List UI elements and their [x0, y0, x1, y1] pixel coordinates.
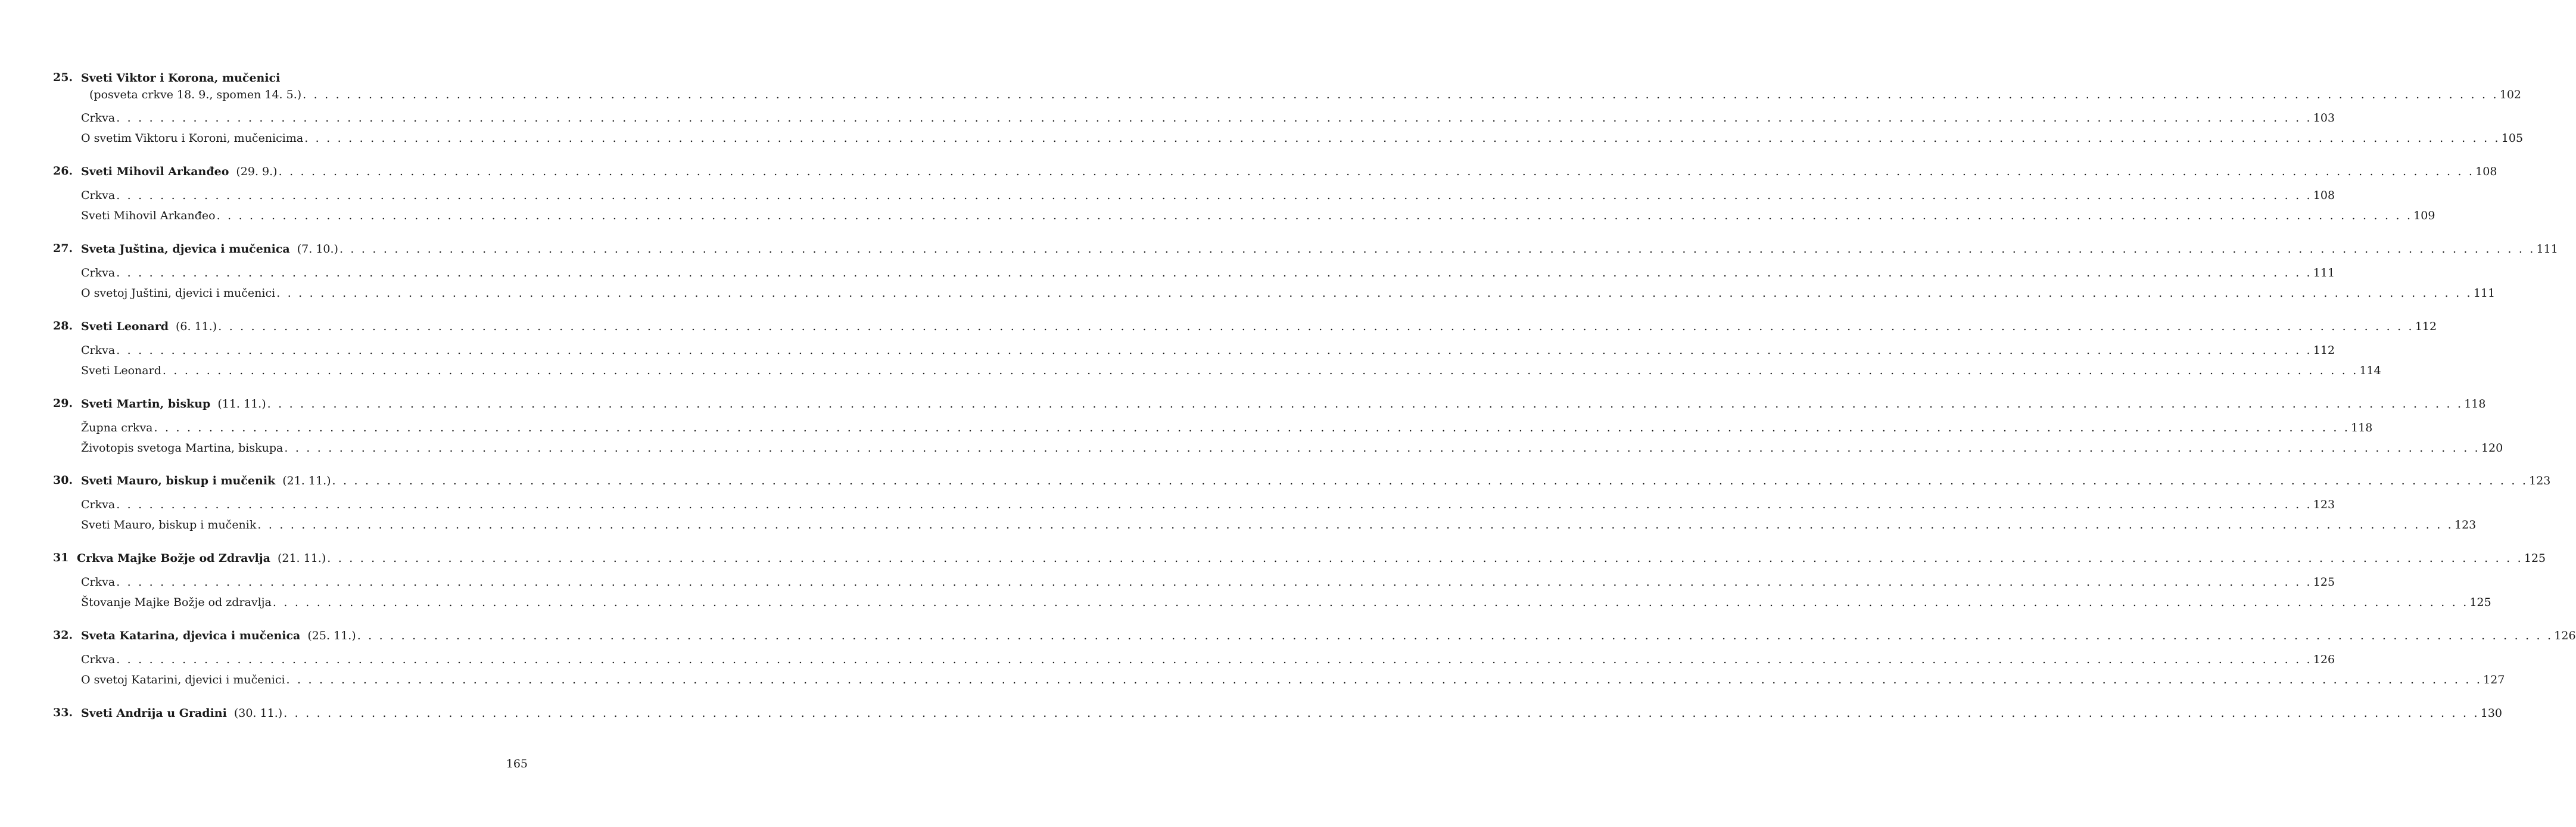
- entry-number: 25.: [53, 71, 73, 84]
- subitem-label: O svetoj Katarini, djevici i mučenici: [81, 673, 285, 686]
- subitem-label: Štovanje Majke Božje od zdravlja: [81, 595, 272, 609]
- subitem-label: O svetoj Juštini, djevici i mučenici: [81, 286, 276, 300]
- subitem-label: Crkva: [81, 266, 116, 279]
- entry-title: Crkva Majke Božje od Zdravlja: [77, 552, 270, 565]
- toc-row: [89, 85, 2522, 105]
- dot-leader: . . . . . . . . . . . . . . . . . . . . . . . . . . . . . . . . . . . . . . . . . . . . . . . . . . . . . . . . . . . . . . . . . . . . . . . . . . . . . . . . . . . . . . . . . . . . . . . . . . . . . . . . . . . . . . . . . . . . . . . . . . . . . . . . . . . . . . . . . . . . . . . . . . . . . . . . . . . . . . . . . . . . . . . . . . . . . . . . . . . . . . . . . . . . . . . . . . . . . . . .: [278, 165, 2475, 178]
- toc-subitem: [81, 128, 2524, 148]
- toc-row: [81, 161, 2497, 182]
- entry-title: Sveti Leonard: [81, 320, 169, 333]
- toc-subitem: [81, 283, 2496, 303]
- entry-number: 29.: [53, 397, 73, 410]
- subitem-page: 125: [2313, 576, 2335, 589]
- entry-date: (6. 11.): [176, 320, 217, 333]
- entry-number: 32.: [53, 629, 73, 642]
- entry-number: 26.: [53, 164, 73, 178]
- dot-leader: . . . . . . . . . . . . . . . . . . . . . . . . . . . . . . . . . . . . . . . . . . . . . . . . . . . . . . . . . . . . . . . . . . . . . . . . . . . . . . . . . . . . . . . . . . . . . . . . . . . . . . . . . . . . . . . . . . . . . . . . . . . . . . . . . . . . . . . . . . . . . . . . . . . . . . . . . . . . . . . . . . . . . . . . . . . . . . . . . . . . . . . . . . . . . . . . . . . . . . . .: [116, 266, 2312, 279]
- dot-leader: . . . . . . . . . . . . . . . . . . . . . . . . . . . . . . . . . . . . . . . . . . . . . . . . . . . . . . . . . . . . . . . . . . . . . . . . . . . . . . . . . . . . . . . . . . . . . . . . . . . . . . . . . . . . . . . . . . . . . . . . . . . . . . . . . . . . . . . . . . . . . . . . . . . . . . . . . . . . . . . . . . . . . . . . . . . . . . . . . . . . . . . . . . . . . . . . . . . . . . . .: [154, 421, 2350, 434]
- entry-number: 28.: [53, 319, 73, 332]
- subitem-label: Crkva: [81, 111, 116, 125]
- toc-row: [81, 626, 2576, 646]
- subitem-label: Župna crkva: [81, 421, 153, 434]
- subitem-page: 118: [2351, 421, 2373, 434]
- toc-subitem: [81, 572, 2335, 592]
- dot-leader: . . . . . . . . . . . . . . . . . . . . . . . . . . . . . . . . . . . . . . . . . . . . . . . . . . . . . . . . . . . . . . . . . . . . . . . . . . . . . . . . . . . . . . . . . . . . . . . . . . . . . . . . . . . . . . . . . . . . . . . . . . . . . . . . . . . . . . . . . . . . . . . . . . . . . . . . . . . . . . . . . . . . . . . . . . . . . . . . . . . . . . . . . . . . . . . . . . . . . . . .: [116, 344, 2312, 357]
- subitem-label: O svetim Viktoru i Koroni, mučenicima: [81, 131, 304, 145]
- entry-page: 123: [2529, 474, 2551, 487]
- entry-page: 118: [2464, 397, 2486, 411]
- entry-page: 108: [2475, 165, 2497, 178]
- dot-leader: . . . . . . . . . . . . . . . . . . . . . . . . . . . . . . . . . . . . . . . . . . . . . . . . . . . . . . . . . . . . . . . . . . . . . . . . . . . . . . . . . . . . . . . . . . . . . . . . . . . . . . . . . . . . . . . . . . . . . . . . . . . . . . . . . . . . . . . . . . . . . . . . . . . . . . . . . . . . . . . . . . . . . . . . . . . . . . . . . . . . . . . . . . . . . . . . . . . . . . . .: [218, 320, 2414, 333]
- subitem-page: 111: [2313, 266, 2335, 279]
- subitem-label: Životopis svetoga Martina, biskupa: [81, 441, 284, 455]
- toc-row: [81, 239, 2558, 259]
- entry-date: (29. 9.): [236, 165, 278, 178]
- subitem-label: Sveti Mauro, biskup i mučenik: [81, 518, 257, 531]
- toc-subitem: [81, 592, 2491, 613]
- entry-title: Sveti Andrija u Gradini: [81, 707, 227, 720]
- subitem-page: 114: [2359, 363, 2381, 377]
- toc-row: [81, 316, 2437, 337]
- subitem-page: 105: [2501, 131, 2524, 145]
- toc-subitem: [81, 340, 2335, 360]
- subitem-label: Crkva: [81, 576, 116, 589]
- entry-number: 33.: [53, 706, 73, 719]
- dot-leader: . . . . . . . . . . . . . . . . . . . . . . . . . . . . . . . . . . . . . . . . . . . . . . . . . . . . . . . . . . . . . . . . . . . . . . . . . . . . . . . . . . . . . . . . . . . . . . . . . . . . . . . . . . . . . . . . . . . . . . . . . . . . . . . . . . . . . . . . . . . . . . . . . . . . . . . . . . . . . . . . . . . . . . . . . . . . . . . . . . . . . . . . . . . . . . . . . . . . . . . .: [272, 595, 2469, 609]
- entry-date: (7. 10.): [297, 242, 338, 256]
- dot-leader: . . . . . . . . . . . . . . . . . . . . . . . . . . . . . . . . . . . . . . . . . . . . . . . . . . . . . . . . . . . . . . . . . . . . . . . . . . . . . . . . . . . . . . . . . . . . . . . . . . . . . . . . . . . . . . . . . . . . . . . . . . . . . . . . . . . . . . . . . . . . . . . . . . . . . . . . . . . . . . . . . . . . . . . . . . . . . . . . . . . . . . . . . . . . . . . . . . . . . . . .: [284, 441, 2480, 455]
- toc-subitem: [81, 495, 2335, 515]
- dot-leader: . . . . . . . . . . . . . . . . . . . . . . . . . . . . . . . . . . . . . . . . . . . . . . . . . . . . . . . . . . . . . . . . . . . . . . . . . . . . . . . . . . . . . . . . . . . . . . . . . . . . . . . . . . . . . . . . . . . . . . . . . . . . . . . . . . . . . . . . . . . . . . . . . . . . . . . . . . . . . . . . . . . . . . . . . . . . . . . . . . . . . . . . . . . . . . . . . . . . . . . .: [304, 131, 2500, 145]
- entry-date: (25. 11.): [307, 629, 356, 642]
- toc-subitem: [81, 418, 2373, 438]
- toc-subitem: [81, 438, 2503, 458]
- toc-subitem: [81, 263, 2335, 283]
- dot-leader: . . . . . . . . . . . . . . . . . . . . . . . . . . . . . . . . . . . . . . . . . . . . . . . . . . . . . . . . . . . . . . . . . . . . . . . . . . . . . . . . . . . . . . . . . . . . . . . . . . . . . . . . . . . . . . . . . . . . . . . . . . . . . . . . . . . . . . . . . . . . . . . . . . . . . . . . . . . . . . . . . . . . . . . . . . . . . . . . . . . . . . . . . . . . . . . . . . . . . . . .: [327, 552, 2523, 565]
- entry-number: 27.: [53, 242, 73, 255]
- subitem-label: Crkva: [81, 498, 116, 511]
- entry-number: 31: [53, 551, 69, 564]
- toc-subitem: [81, 649, 2335, 670]
- dot-leader: . . . . . . . . . . . . . . . . . . . . . . . . . . . . . . . . . . . . . . . . . . . . . . . . . . . . . . . . . . . . . . . . . . . . . . . . . . . . . . . . . . . . . . . . . . . . . . . . . . . . . . . . . . . . . . . . . . . . . . . . . . . . . . . . . . . . . . . . . . . . . . . . . . . . . . . . . . . . . . . . . . . . . . . . . . . . . . . . . . . . . . . . . . . . . . . . . . . . . . . .: [357, 629, 2553, 642]
- entry-page: 130: [2480, 707, 2503, 720]
- entry-date: (30. 11.): [233, 707, 283, 720]
- entry-page: 111: [2536, 242, 2558, 256]
- page-number: 165: [506, 757, 528, 770]
- toc-row: [81, 703, 2503, 723]
- toc-subitem: [81, 360, 2381, 381]
- dot-leader: . . . . . . . . . . . . . . . . . . . . . . . . . . . . . . . . . . . . . . . . . . . . . . . . . . . . . . . . . . . . . . . . . . . . . . . . . . . . . . . . . . . . . . . . . . . . . . . . . . . . . . . . . . . . . . . . . . . . . . . . . . . . . . . . . . . . . . . . . . . . . . . . . . . . . . . . . . . . . . . . . . . . . . . . . . . . . . . . . . . . . . . . . . . . . . . . . . . . . . . .: [339, 242, 2535, 256]
- subitem-page: 123: [2454, 518, 2477, 531]
- dot-leader: . . . . . . . . . . . . . . . . . . . . . . . . . . . . . . . . . . . . . . . . . . . . . . . . . . . . . . . . . . . . . . . . . . . . . . . . . . . . . . . . . . . . . . . . . . . . . . . . . . . . . . . . . . . . . . . . . . . . . . . . . . . . . . . . . . . . . . . . . . . . . . . . . . . . . . . . . . . . . . . . . . . . . . . . . . . . . . . . . . . . . . . . . . . . . . . . . . . . . . . .: [332, 474, 2528, 487]
- dot-leader: . . . . . . . . . . . . . . . . . . . . . . . . . . . . . . . . . . . . . . . . . . . . . . . . . . . . . . . . . . . . . . . . . . . . . . . . . . . . . . . . . . . . . . . . . . . . . . . . . . . . . . . . . . . . . . . . . . . . . . . . . . . . . . . . . . . . . . . . . . . . . . . . . . . . . . . . . . . . . . . . . . . . . . . . . . . . . . . . . . . . . . . . . . . . . . . . . . . . . . . .: [162, 363, 2359, 377]
- subitem-page: 120: [2481, 441, 2503, 455]
- subitem-page: 123: [2313, 498, 2335, 511]
- toc-row: [81, 471, 2551, 491]
- entry-page: 112: [2415, 320, 2437, 333]
- dot-leader: . . . . . . . . . . . . . . . . . . . . . . . . . . . . . . . . . . . . . . . . . . . . . . . . . . . . . . . . . . . . . . . . . . . . . . . . . . . . . . . . . . . . . . . . . . . . . . . . . . . . . . . . . . . . . . . . . . . . . . . . . . . . . . . . . . . . . . . . . . . . . . . . . . . . . . . . . . . . . . . . . . . . . . . . . . . . . . . . . . . . . . . . . . . . . . . . . . . . . . . .: [116, 653, 2312, 666]
- subitem-page: 108: [2313, 189, 2335, 202]
- toc-row: [77, 548, 2546, 568]
- subitem-label: Sveti Leonard: [81, 363, 161, 377]
- subitem-page: 109: [2413, 209, 2435, 222]
- dot-leader: . . . . . . . . . . . . . . . . . . . . . . . . . . . . . . . . . . . . . . . . . . . . . . . . . . . . . . . . . . . . . . . . . . . . . . . . . . . . . . . . . . . . . . . . . . . . . . . . . . . . . . . . . . . . . . . . . . . . . . . . . . . . . . . . . . . . . . . . . . . . . . . . . . . . . . . . . . . . . . . . . . . . . . . . . . . . . . . . . . . . . . . . . . . . . . . . . . . . . . . .: [116, 498, 2312, 511]
- toc-subitem: [81, 108, 2335, 128]
- dot-leader: . . . . . . . . . . . . . . . . . . . . . . . . . . . . . . . . . . . . . . . . . . . . . . . . . . . . . . . . . . . . . . . . . . . . . . . . . . . . . . . . . . . . . . . . . . . . . . . . . . . . . . . . . . . . . . . . . . . . . . . . . . . . . . . . . . . . . . . . . . . . . . . . . . . . . . . . . . . . . . . . . . . . . . . . . . . . . . . . . . . . . . . . . . . . . . . . . . . . . . . .: [116, 189, 2312, 202]
- dot-leader: . . . . . . . . . . . . . . . . . . . . . . . . . . . . . . . . . . . . . . . . . . . . . . . . . . . . . . . . . . . . . . . . . . . . . . . . . . . . . . . . . . . . . . . . . . . . . . . . . . . . . . . . . . . . . . . . . . . . . . . . . . . . . . . . . . . . . . . . . . . . . . . . . . . . . . . . . . . . . . . . . . . . . . . . . . . . . . . . . . . . . . . . . . . . . . . . . . . . . . . .: [284, 707, 2480, 720]
- toc-subitem: [81, 515, 2477, 535]
- toc-subitem: [81, 206, 2435, 226]
- entry-date: (11. 11.): [217, 397, 266, 411]
- subitem-page: 112: [2313, 344, 2335, 357]
- toc-subitem: [81, 670, 2505, 690]
- subitem-page: 127: [2483, 673, 2505, 686]
- entry-page: 125: [2524, 552, 2546, 565]
- entry-page: 126: [2554, 629, 2576, 642]
- dot-leader: . . . . . . . . . . . . . . . . . . . . . . . . . . . . . . . . . . . . . . . . . . . . . . . . . . . . . . . . . . . . . . . . . . . . . . . . . . . . . . . . . . . . . . . . . . . . . . . . . . . . . . . . . . . . . . . . . . . . . . . . . . . . . . . . . . . . . . . . . . . . . . . . . . . . . . . . . . . . . . . . . . . . . . . . . . . . . . . . . . . . . . . . . . . . . . . . . . . . . . . .: [286, 673, 2482, 686]
- entry-title: Sveta Juština, djevica i mučenica: [81, 242, 290, 256]
- dot-leader: . . . . . . . . . . . . . . . . . . . . . . . . . . . . . . . . . . . . . . . . . . . . . . . . . . . . . . . . . . . . . . . . . . . . . . . . . . . . . . . . . . . . . . . . . . . . . . . . . . . . . . . . . . . . . . . . . . . . . . . . . . . . . . . . . . . . . . . . . . . . . . . . . . . . . . . . . . . . . . . . . . . . . . . . . . . . . . . . . . . . . . . . . . . . . . . . . . . . . . . .: [267, 397, 2463, 411]
- toc-subitem: [81, 185, 2335, 206]
- subitem-label: Crkva: [81, 653, 116, 666]
- subitem-page: 103: [2313, 111, 2335, 125]
- toc-row: [81, 394, 2486, 414]
- dot-leader: . . . . . . . . . . . . . . . . . . . . . . . . . . . . . . . . . . . . . . . . . . . . . . . . . . . . . . . . . . . . . . . . . . . . . . . . . . . . . . . . . . . . . . . . . . . . . . . . . . . . . . . . . . . . . . . . . . . . . . . . . . . . . . . . . . . . . . . . . . . . . . . . . . . . . . . . . . . . . . . . . . . . . . . . . . . . . . . . . . . . . . . . . . . . . . . . . . . . . . . .: [116, 111, 2312, 125]
- entry-date: (21. 11.): [277, 552, 326, 565]
- dot-leader: . . . . . . . . . . . . . . . . . . . . . . . . . . . . . . . . . . . . . . . . . . . . . . . . . . . . . . . . . . . . . . . . . . . . . . . . . . . . . . . . . . . . . . . . . . . . . . . . . . . . . . . . . . . . . . . . . . . . . . . . . . . . . . . . . . . . . . . . . . . . . . . . . . . . . . . . . . . . . . . . . . . . . . . . . . . . . . . . . . . . . . . . . . . . . . . . . . . . . . . .: [216, 209, 2413, 222]
- entry-page: 102: [2499, 88, 2522, 101]
- entry-number: 30.: [53, 474, 73, 487]
- subitem-page: 125: [2469, 595, 2491, 609]
- subitem-page: 126: [2313, 653, 2335, 666]
- dot-leader: . . . . . . . . . . . . . . . . . . . . . . . . . . . . . . . . . . . . . . . . . . . . . . . . . . . . . . . . . . . . . . . . . . . . . . . . . . . . . . . . . . . . . . . . . . . . . . . . . . . . . . . . . . . . . . . . . . . . . . . . . . . . . . . . . . . . . . . . . . . . . . . . . . . . . . . . . . . . . . . . . . . . . . . . . . . . . . . . . . . . . . . . . . . . . . . . . . . . . . . .: [116, 576, 2312, 589]
- entry-title: Sveta Katarina, djevica i mučenica: [81, 629, 301, 642]
- entry-date: (21. 11.): [282, 474, 331, 487]
- subitem-label: Sveti Mihovil Arkanđeo: [81, 209, 216, 222]
- dot-leader: . . . . . . . . . . . . . . . . . . . . . . . . . . . . . . . . . . . . . . . . . . . . . . . . . . . . . . . . . . . . . . . . . . . . . . . . . . . . . . . . . . . . . . . . . . . . . . . . . . . . . . . . . . . . . . . . . . . . . . . . . . . . . . . . . . . . . . . . . . . . . . . . . . . . . . . . . . . . . . . . . . . . . . . . . . . . . . . . . . . . . . . . . . . . . . . . . . . . . . . .: [257, 518, 2453, 531]
- dot-leader: . . . . . . . . . . . . . . . . . . . . . . . . . . . . . . . . . . . . . . . . . . . . . . . . . . . . . . . . . . . . . . . . . . . . . . . . . . . . . . . . . . . . . . . . . . . . . . . . . . . . . . . . . . . . . . . . . . . . . . . . . . . . . . . . . . . . . . . . . . . . . . . . . . . . . . . . . . . . . . . . . . . . . . . . . . . . . . . . . . . . . . . . . . . . . . . . . . . . . . . .: [276, 286, 2472, 300]
- entry-title: Sveti Mauro, biskup i mučenik: [81, 474, 276, 487]
- entry-subtitle: (posveta crkve 18. 9., spomen 14. 5.): [89, 88, 302, 101]
- entry-title: Sveti Viktor i Korona, mučenici: [81, 71, 281, 85]
- subitem-label: Crkva: [81, 189, 116, 202]
- entry-title: Sveti Mihovil Arkanđeo: [81, 165, 229, 178]
- dot-leader: . . . . . . . . . . . . . . . . . . . . . . . . . . . . . . . . . . . . . . . . . . . . . . . . . . . . . . . . . . . . . . . . . . . . . . . . . . . . . . . . . . . . . . . . . . . . . . . . . . . . . . . . . . . . . . . . . . . . . . . . . . . . . . . . . . . . . . . . . . . . . . . . . . . . . . . . . . . . . . . . . . . . . . . . . . . . . . . . . . . . . . . . . . . . . . . . . . . . . . . .: [303, 88, 2499, 101]
- entry-title: Sveti Martin, biskup: [81, 397, 211, 411]
- subitem-page: 111: [2473, 286, 2496, 300]
- subitem-label: Crkva: [81, 344, 116, 357]
